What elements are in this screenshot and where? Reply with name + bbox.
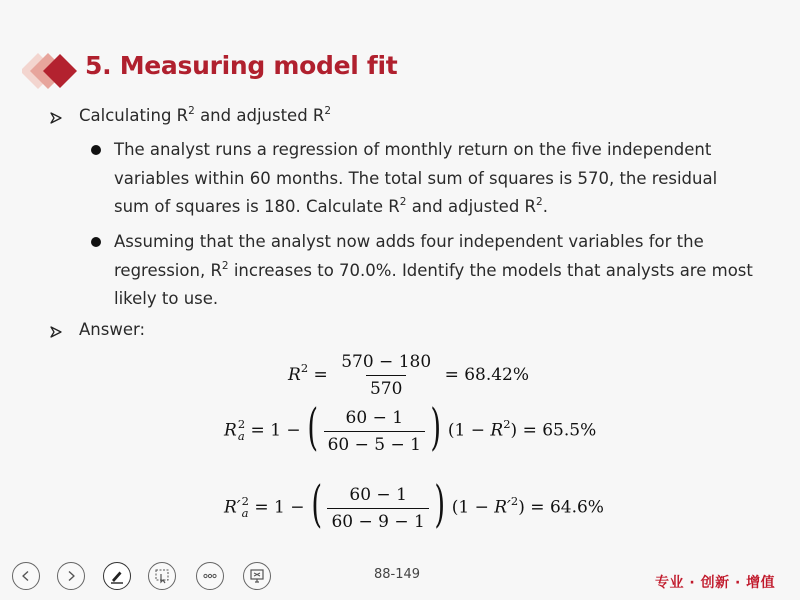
sub-bullet-dot xyxy=(91,237,101,247)
more-icon xyxy=(202,568,218,584)
next-icon xyxy=(65,570,77,582)
page-number: 88-149 xyxy=(374,567,421,582)
question-2-text: Assuming that the analyst now adds four independent variables for the regression, $R^2$ increases to 70.0%. Identify the models that analysts are most likely to use. xyxy=(114,232,753,308)
pointer-tool-button[interactable] xyxy=(148,562,176,590)
equation-adjusted-r-squared: R 2 a = 1 − ( $\frac{60 - 1}{60 - 5 - 1}$ ) $(1 - R^2) = 65.5\%$ xyxy=(224,398,597,456)
screen-icon xyxy=(249,568,265,584)
pen-tool-button[interactable] xyxy=(103,562,131,590)
bullet-calculating: Calculating $R^2$ and adjusted $R^2$ xyxy=(79,105,332,125)
prev-slide-button[interactable] xyxy=(12,562,40,590)
arrow-bullet-icon xyxy=(50,112,62,124)
footer-slogan: 专业 · 创新 · 增值 xyxy=(655,575,776,591)
bullet-answer: Answer: xyxy=(79,320,146,339)
question-1-text: The analyst runs a regression of monthly return on the five independent variables within 60 months. The total sum of squares is 570, the residual sum of squares is 180. Calculate $R^2$ and adjusted $R^2$. xyxy=(114,140,718,216)
fraction: $\frac{60 - 1}{60 - 5 - 1}$ xyxy=(324,408,425,455)
prev-icon xyxy=(20,570,32,582)
screen-view-button[interactable] xyxy=(243,562,271,590)
page-title: 5. Measuring model fit xyxy=(85,51,398,80)
arrow-bullet-icon xyxy=(50,326,62,338)
fraction: $\frac{570 - 180}{570}$ xyxy=(341,352,432,399)
equation-r-squared: $R^2$ = $\frac{570 - 180}{570}$ = 68.42% xyxy=(288,352,530,399)
title-diamond-icon xyxy=(22,51,84,91)
fraction: $\frac{60 - 1}{60 - 9 - 1}$ xyxy=(327,485,428,532)
equation-new-adjusted-r-squared: R′ 2 a = 1 − ( $\frac{60 - 1}{60 - 9 - 1}$ ) $(1 - R'^2) = 64.6\%$ xyxy=(224,475,604,533)
more-options-button[interactable] xyxy=(196,562,224,590)
next-slide-button[interactable] xyxy=(57,562,85,590)
sub-bullet-dot xyxy=(91,145,101,155)
pen-icon xyxy=(109,568,125,584)
pointer-icon xyxy=(154,568,170,584)
